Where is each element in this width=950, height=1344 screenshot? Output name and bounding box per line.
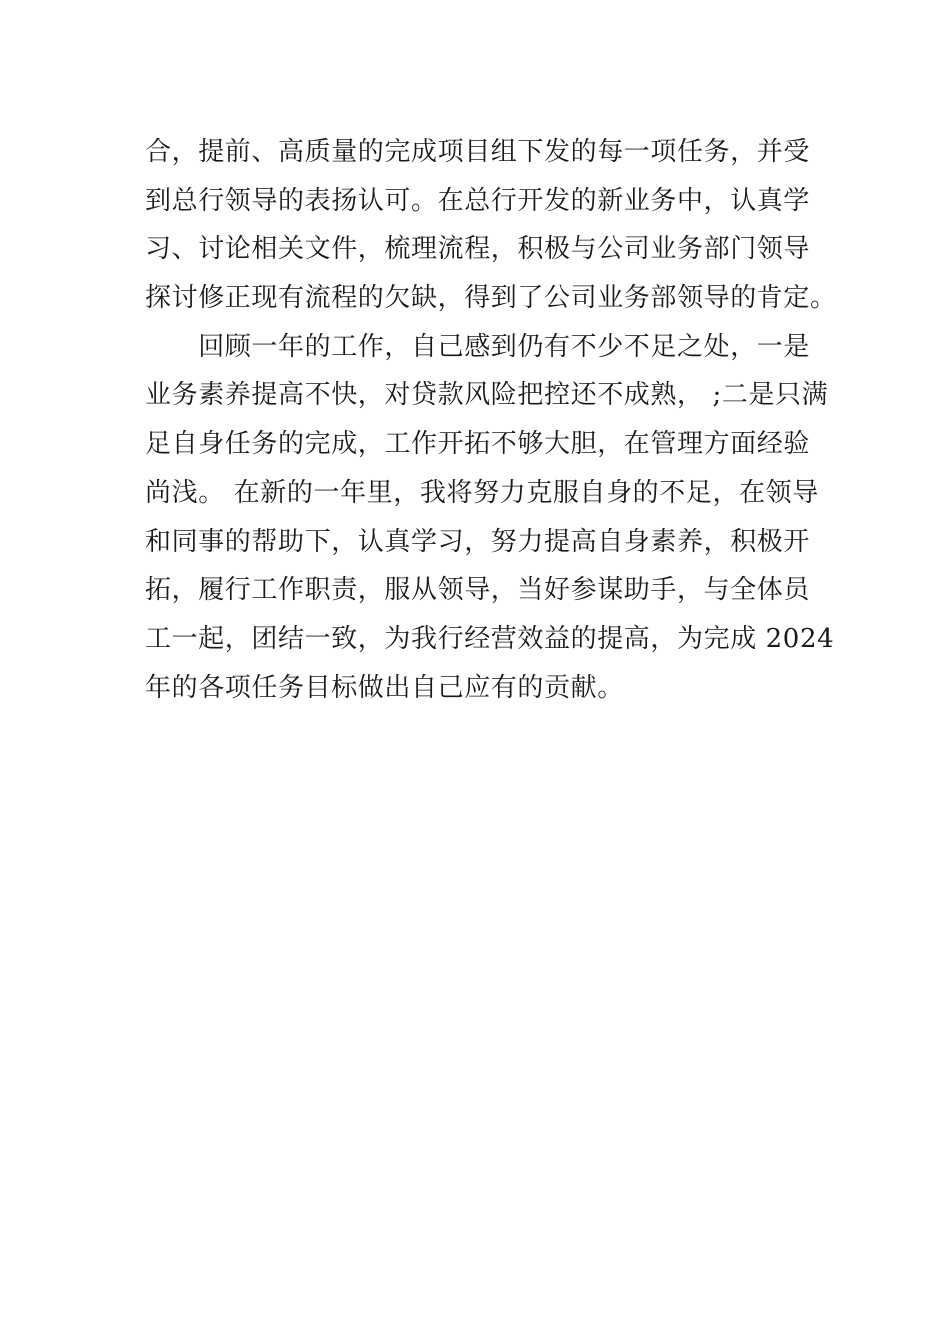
text-line: 足自身任务的完成，工作开拓不够大胆，在管理方面经验 xyxy=(145,429,811,460)
text-line: 尚浅。 在新的一年里，我将努力克服自身的不足，在领导 xyxy=(145,477,819,508)
body-text xyxy=(145,128,837,712)
text-line: 业务素养提高不快，对贷款风险把控还不成熟， ;二是只满 xyxy=(145,380,829,411)
text-line: 合，提前、高质量的完成项目组下发的每一项任务，并受 xyxy=(145,137,811,167)
text-line: 到总行领导的表扬认可。在总行开发的新业务中，认真学 xyxy=(145,185,811,216)
text-line: 回顾一年的工作，自己感到仍有不少不足之处，一是 xyxy=(145,331,811,362)
text-line: 年的各项任务目标做出自己应有的贡献。 xyxy=(145,672,624,703)
text-line: 拓，履行工作职责，服从领导，当好参谋助手，与全体员 xyxy=(145,575,811,606)
text-line: 工一起，团结一致，为我行经营效益的提高，为完成 2024 xyxy=(145,623,835,654)
text-line: 探讨修正现有流程的欠缺，得到了公司业务部领导的肯定。 xyxy=(145,283,837,314)
text-line: 和同事的帮助下，认真学习，努力提高自身素养，积极开 xyxy=(145,526,811,557)
text-line: 习、讨论相关文件，梳理流程，积极与公司业务部门领导 xyxy=(145,234,811,265)
